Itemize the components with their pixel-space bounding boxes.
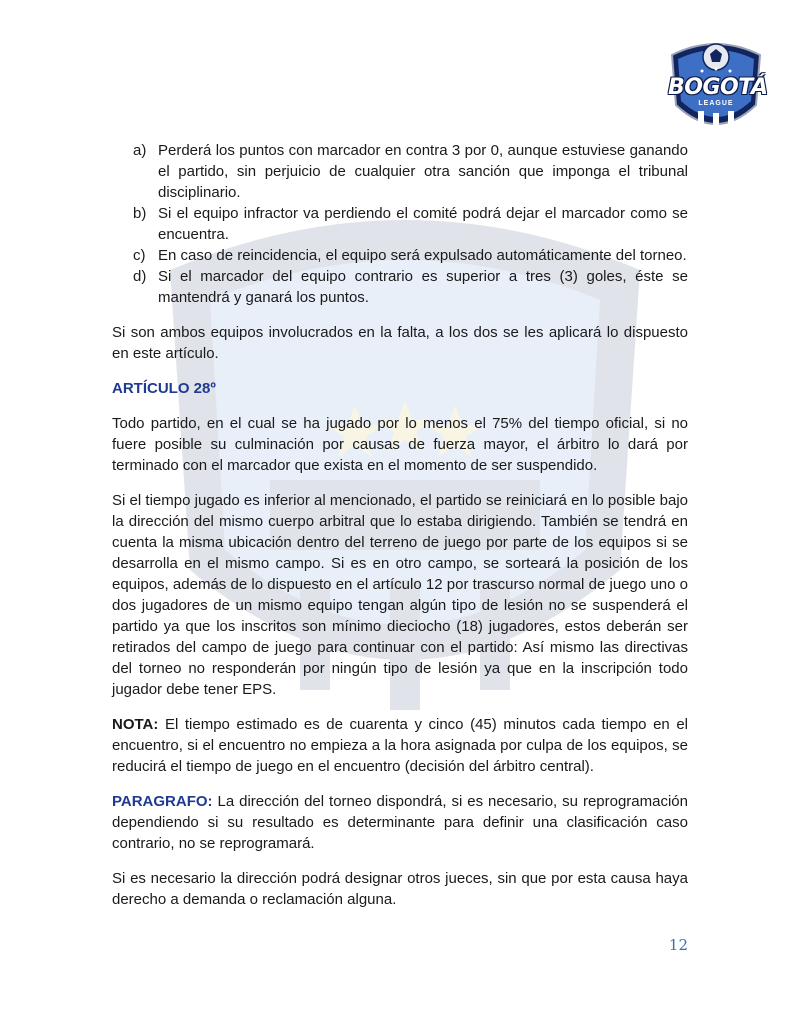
list-item-text: En caso de reincidencia, el equipo será expulsado automáticamente del torneo. [158, 247, 687, 264]
paragraph-nota [112, 714, 688, 777]
paragraph-both-teams: Si son ambos equipos involucrados en la falta, a los dos se les aplicará lo dispuesto en este artículo. [112, 324, 688, 362]
list-item [112, 245, 688, 266]
list-item-marker: c) [133, 247, 146, 264]
paragraph-judges: Si es necesario la dirección podrá designar otros jueces, sin que por esta causa haya derecho a demanda o reclamación alguna. [112, 870, 688, 908]
bogota-league-logo [668, 33, 768, 139]
nota-label: NOTA: [112, 716, 159, 733]
list-item-marker: d) [133, 268, 147, 285]
logo-subtext: LEAGUE [698, 100, 734, 107]
list-item [112, 140, 688, 203]
list-item-text: Perderá los puntos con marcador en contra 3 por 0, aunque estuviese ganando el partido, sin perjuicio de cualquier otra sanción que imponga el tribunal disciplinario. [158, 142, 688, 201]
list-item-text: Si el equipo infractor va perdiendo el comité podrá dejar el marcador como se encuentra. [158, 205, 688, 243]
paragrafo-label: PARAGRAFO: [112, 793, 213, 810]
paragraph-75-percent: Todo partido, en el cual se ha jugado por lo menos el 75% del tiempo oficial, si no fuere posible su culminación por causas de fuerza mayor, el árbitro lo dará por terminado con el marcador que exista en el momento de ser suspendido. [112, 415, 688, 474]
article-heading: ARTÍCULO 28º [112, 380, 216, 397]
sanctions-list [112, 140, 688, 308]
nota-text: El tiempo estimado es de cuarenta y cinco (45) minutos cada tiempo en el encuentro, si el encuentro no empieza a la hora asignada por culpa de los equipos, se reducirá el tiempo de juego en el encuentro (decisión del árbitro central). [112, 716, 688, 775]
paragrafo-text: La dirección del torneo dispondrá, si es necesario, su reprogramación dependiendo si su resultado es determinante para definir una clasificación caso contrario, no se reprogramará. [112, 793, 688, 852]
logo-text: BOGOTÁ [668, 75, 768, 100]
paragraph-restart: Si el tiempo jugado es inferior al mencionado, el partido se reiniciará en lo posible bajo la dirección del mismo cuerpo arbitral que lo estaba dirigiendo. También se tendrá en cuenta la misma ubicación dentro del terreno de juego por parte de los equipos si se desarrolla en el mismo campo. Si es en otro campo, se sorteará la posición de los equipos, además de lo dispuesto en el artículo 12 por trascurso normal de juego uno o dos jugadores de un mismo equipo tengan algún tipo de lesión no se suspenderá el partido ya que los inscritos son mínimo dieciocho (18) jugadores, estos deberán ser retirados del campo de juego para continuar con el partido: Así mismo las directivas del torneo no responderán por ningún tipo de lesión ya que en la inscripción todo jugador debe tener EPS. [112, 492, 688, 698]
list-item-marker: b) [133, 205, 147, 222]
document-body [112, 140, 688, 910]
page-number: 12 [668, 936, 688, 954]
list-item [112, 203, 688, 245]
list-item-text: Si el marcador del equipo contrario es superior a tres (3) goles, éste se mantendrá y ganará los puntos. [158, 268, 688, 306]
list-item [112, 266, 688, 308]
paragraph-paragrafo [112, 791, 688, 854]
list-item-marker: a) [133, 142, 147, 159]
